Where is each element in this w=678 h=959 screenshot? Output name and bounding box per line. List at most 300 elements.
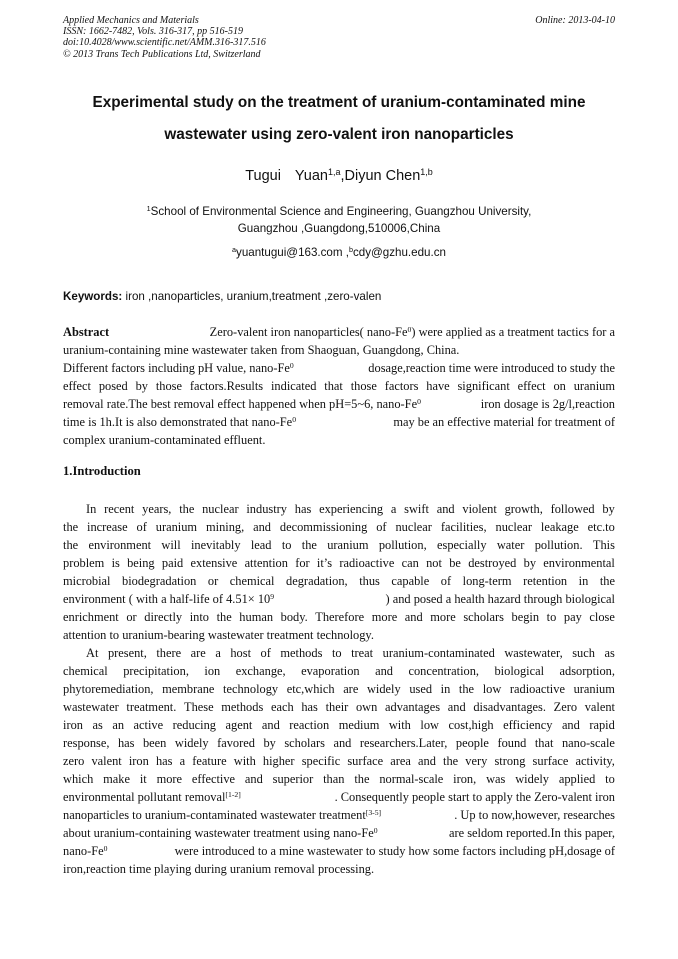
word: and: [333, 736, 352, 750]
word: uranium: [573, 379, 615, 393]
word: make: [103, 772, 130, 786]
abstract-fragment: [63, 359, 294, 377]
text-run: [63, 752, 615, 770]
word: pollution.: [534, 538, 583, 552]
paper-title-line-1: Experimental study on the treatment of uranium-contaminated mine: [92, 94, 586, 111]
word: by: [135, 379, 148, 393]
word: technology: [223, 682, 279, 696]
word: especially: [437, 538, 487, 552]
paper-title-line-2: wastewater using zero-valent iron nanoparticles: [164, 126, 514, 143]
superscript-zero: 0: [373, 825, 378, 835]
word: the: [179, 502, 195, 516]
word: surface: [347, 754, 384, 768]
text-run: nano-Fe: [63, 844, 104, 858]
text-run: [63, 572, 615, 590]
word: evaporation: [301, 664, 360, 678]
text-run: [86, 644, 615, 662]
word: uranium-contaminated: [382, 646, 495, 660]
word: have: [426, 379, 450, 393]
word: wastewater: [63, 700, 119, 714]
word: very: [465, 754, 488, 768]
citation-3-5: [3-5]: [365, 807, 382, 817]
word: radioactive: [509, 682, 565, 696]
text-line: [63, 770, 615, 788]
word: used: [409, 682, 433, 696]
word: leakage: [540, 520, 579, 534]
word: that: [324, 379, 343, 393]
word: has: [155, 754, 173, 768]
word: was: [486, 772, 506, 786]
affiliation-line-1: [60, 205, 618, 218]
word: destroyed: [468, 556, 517, 570]
word: wastewater,: [504, 646, 563, 660]
word: factors.Results: [189, 379, 264, 393]
word: and: [404, 610, 423, 624]
abstract-label-group: [63, 323, 109, 341]
author-2-name: ,Diyun Chen: [340, 168, 421, 184]
word: widely: [366, 682, 401, 696]
superscript-zero: 0: [417, 396, 421, 406]
word: for: [295, 556, 310, 570]
word: inevitably: [190, 538, 241, 552]
word: retention: [523, 574, 568, 588]
text-line: [63, 752, 615, 770]
word: etc.to: [587, 520, 615, 534]
word: uranium: [327, 538, 369, 552]
word: of: [440, 574, 452, 588]
word: Therefore: [315, 610, 365, 624]
word: adsorption,: [559, 664, 615, 678]
abstract-line: [63, 359, 615, 377]
word: iron: [63, 718, 83, 732]
email-a: yuantugui@163.com ,: [236, 246, 349, 259]
word: degradation,: [286, 574, 348, 588]
abstract-text: complex uranium-contaminated effluent.: [63, 433, 266, 447]
word: rapid: [589, 718, 615, 732]
word: higher: [262, 754, 295, 768]
word: zero: [63, 754, 85, 768]
author-2-affiliation-mark: 1,b: [420, 167, 433, 178]
word: followed: [550, 502, 595, 516]
word: of: [376, 520, 387, 534]
word: chemical: [63, 664, 108, 678]
abstract-line: [63, 377, 615, 395]
text-line: [63, 680, 615, 698]
word: pay: [563, 610, 582, 624]
abstract-text: time is 1h.It is also demonstrated that nano-Fe: [63, 415, 293, 429]
text-line: [63, 626, 615, 644]
journal-header: [63, 15, 615, 60]
text-run: iron,reaction time playing during uranium removal processing.: [63, 862, 375, 876]
word: human: [239, 610, 274, 624]
word: host: [230, 646, 252, 660]
word: it’s: [316, 556, 333, 570]
word: more: [371, 610, 398, 624]
word: experiencing: [319, 502, 384, 516]
word: nuclear: [495, 520, 532, 534]
abstract-text: [63, 377, 615, 395]
text-run: [63, 554, 615, 572]
word: membrane: [162, 682, 215, 696]
word: radioactive: [339, 556, 395, 570]
text-run: [86, 500, 615, 518]
text-run: are seldom reported.In this paper,: [448, 826, 615, 840]
superscript-zero: 0: [289, 360, 294, 370]
word: as: [92, 718, 103, 732]
text-line: [63, 698, 615, 716]
word: been: [142, 736, 167, 750]
author-list: [40, 168, 638, 184]
text-line: [63, 824, 615, 842]
word: etc,which: [286, 682, 335, 696]
text-line: [63, 842, 615, 860]
word: not: [426, 556, 442, 570]
word: and: [561, 718, 580, 732]
journal-issn: ISSN: 1662-7482, Vols. 316-317, pp 516-519: [63, 26, 243, 38]
text-run: [63, 716, 615, 734]
word: water: [496, 538, 525, 552]
text-line: [86, 644, 615, 662]
word: and: [244, 772, 263, 786]
word: with: [388, 718, 411, 732]
word: to: [331, 646, 342, 660]
word: effective: [191, 772, 236, 786]
word: active: [133, 718, 164, 732]
word: those: [155, 379, 182, 393]
word: and: [447, 700, 466, 714]
word: there: [156, 646, 182, 660]
word: can: [401, 556, 419, 570]
abstract-fragment: [210, 323, 615, 341]
word: of: [260, 646, 271, 660]
word: or: [207, 574, 219, 588]
word: disadvantages.: [473, 700, 546, 714]
superscript-zero: 0: [292, 414, 297, 424]
word: widely: [515, 772, 549, 786]
text-line: [63, 554, 615, 572]
text-line: [86, 500, 615, 518]
word: strong: [494, 754, 526, 768]
word: lead: [250, 538, 272, 552]
word: a: [215, 646, 221, 660]
text-line: [63, 662, 615, 680]
text-line: [63, 590, 615, 608]
word: methods: [280, 646, 323, 660]
word: their: [325, 700, 349, 714]
keywords-text: iron ,nanoparticles, uranium,treatment ,zero-valen: [122, 290, 382, 303]
word: to: [546, 610, 557, 624]
word: precipitation,: [123, 664, 189, 678]
text-line: [63, 716, 615, 734]
text-run: were introduced to a mine wastewater to study how some factors including pH,dosage of: [174, 844, 615, 858]
word: uranium: [155, 520, 198, 534]
word: efficiency: [503, 718, 553, 732]
text-fragment: [63, 590, 274, 608]
journal-doi: doi:10.4028/www.scientific.net/AMM.316-317.516: [63, 37, 266, 49]
word: a: [179, 754, 186, 768]
word: significant: [457, 379, 510, 393]
word: being: [127, 556, 155, 570]
word: close: [589, 610, 615, 624]
text-fragment: [63, 824, 378, 842]
word: the: [63, 520, 79, 534]
word: and: [436, 502, 455, 516]
word: years,: [142, 502, 172, 516]
word: present,: [107, 646, 147, 660]
abstract-text: may be an effective material for treatment of: [393, 415, 615, 429]
word: by: [263, 736, 276, 750]
word: long-term: [462, 574, 512, 588]
online-date: Online: 2013-04-10: [535, 15, 615, 26]
word: biological: [494, 664, 545, 678]
word: and: [418, 754, 436, 768]
word: environmental: [543, 556, 615, 570]
abstract-text: removal rate.The best removal effect happened when pH=5~6, nano-Fe: [63, 397, 418, 411]
word: industry: [246, 502, 287, 516]
word: microbial: [63, 574, 111, 588]
word: mining,: [205, 520, 245, 534]
word: an: [112, 718, 125, 732]
word: paid: [161, 556, 184, 570]
affiliation-text-1: School of Environmental Science and Engineering, Guangzhou University,: [150, 205, 532, 218]
text-line: [63, 788, 615, 806]
superscript-nine: 9: [270, 591, 275, 601]
word: as: [604, 646, 615, 660]
word: with: [233, 754, 256, 768]
word: Zero: [553, 700, 578, 714]
text-run: environment ( with a half-life of 4.51× 10: [63, 592, 271, 606]
word: response,: [63, 736, 110, 750]
word: such: [572, 646, 595, 660]
abstract-text: ) were applied as a treatment tactics for a: [411, 325, 615, 339]
word: concentration,: [408, 664, 479, 678]
word: researchers.Later,: [359, 736, 448, 750]
word: are: [343, 682, 359, 696]
word: scholars: [463, 610, 504, 624]
word: each: [270, 700, 294, 714]
abstract-line: [63, 395, 615, 413]
text-run: attention to uranium-bearing wastewater treatment technology.: [63, 628, 374, 642]
word: the: [599, 574, 615, 588]
word: valent: [91, 754, 122, 768]
word: posed: [98, 379, 128, 393]
word: In: [86, 502, 97, 516]
word: environment: [88, 538, 152, 552]
text-run: [63, 734, 615, 752]
word: to: [281, 538, 292, 552]
word: phytoremediation,: [63, 682, 154, 696]
word: the: [458, 682, 475, 696]
text-line: [63, 806, 615, 824]
word: or: [126, 610, 137, 624]
word: into: [189, 610, 209, 624]
abstract-fragment: [63, 413, 296, 431]
word: reducing: [172, 718, 217, 732]
word: growth,: [504, 502, 543, 516]
word: pollution,: [378, 538, 427, 552]
word: is: [111, 556, 120, 570]
text-fragment: [63, 788, 241, 806]
section-heading-introduction: 1.Introduction: [63, 464, 141, 478]
text-run: . Up to now,however, researches: [454, 808, 615, 822]
word: normal-scale: [379, 772, 444, 786]
word: applied: [558, 772, 596, 786]
journal-copyright: © 2013 Trans Tech Publications Ltd, Switzerland: [63, 48, 261, 60]
word: treat: [351, 646, 374, 660]
text-fragment: [63, 842, 107, 860]
affiliation-mark: 1: [146, 204, 151, 214]
word: nuclear: [202, 502, 239, 516]
text-run: environmental pollutant removal: [63, 790, 226, 804]
word: and: [261, 718, 280, 732]
keywords-label: Keywords:: [63, 290, 123, 303]
word: valent: [584, 700, 615, 714]
author-emails: [60, 246, 618, 259]
text-run: [63, 662, 615, 680]
text-run: ) and posed a health hazard through biological: [385, 592, 615, 606]
text-run: about uranium-containing wastewater treatment using nano-Fe: [63, 826, 374, 840]
word: in: [440, 682, 451, 696]
word: and: [375, 664, 393, 678]
abstract-text: iron dosage is 2g/l,reaction: [480, 397, 615, 411]
word: more: [430, 610, 456, 624]
word: widely: [174, 736, 209, 750]
word: of: [136, 520, 147, 534]
word: more: [156, 772, 183, 786]
word: This: [592, 538, 615, 552]
word: advantages: [385, 700, 441, 714]
email-b: cdy@gzhu.edu.cn: [352, 246, 446, 259]
word: capable: [391, 574, 430, 588]
word: recent: [104, 502, 135, 516]
abstract-text: uranium-containing mine wastewater taken from Shaoguan, Guangdong, China.: [63, 343, 460, 357]
word: At: [86, 646, 99, 660]
word: biodegradation: [122, 574, 197, 588]
word: attention: [244, 556, 288, 570]
word: effect: [63, 379, 91, 393]
word: agent: [225, 718, 253, 732]
word: directly: [144, 610, 183, 624]
abstract-line: [63, 431, 615, 449]
word: methods: [221, 700, 264, 714]
word: begin: [511, 610, 540, 624]
word: low: [420, 718, 439, 732]
word: low: [482, 682, 502, 696]
word: iron: [128, 754, 149, 768]
word: nano-scale: [561, 736, 615, 750]
word: decommissioning: [279, 520, 368, 534]
word: enrichment: [63, 610, 119, 624]
text-run: [63, 536, 615, 554]
word: the: [301, 538, 317, 552]
word: activity,: [575, 754, 615, 768]
word: These: [184, 700, 214, 714]
word: scholars: [284, 736, 325, 750]
word: has: [117, 736, 135, 750]
word: violent: [462, 502, 497, 516]
text-line: [63, 572, 615, 590]
word: extensive: [190, 556, 238, 570]
text-run: [63, 698, 615, 716]
word: feature: [192, 754, 227, 768]
word: body.: [280, 610, 308, 624]
text-run: [63, 680, 615, 698]
word: medium: [338, 718, 380, 732]
abstract-line: [63, 323, 615, 341]
text-run: [63, 608, 615, 626]
word: favored: [217, 736, 255, 750]
abstract-text: Different factors including pH value, nano-Fe: [63, 361, 290, 375]
abstract-text: dosage,reaction time were introduced to study the: [368, 361, 615, 375]
word: problem: [63, 556, 105, 570]
text-line: [63, 860, 615, 878]
word: will: [161, 538, 181, 552]
word: by: [523, 556, 537, 570]
word: thus: [359, 574, 380, 588]
author-1-last-name: Yuan: [294, 168, 328, 184]
abstract-fragment: [63, 395, 421, 413]
text-fragment: [63, 806, 381, 824]
text-line: [63, 518, 615, 536]
word: the: [354, 772, 370, 786]
text-run: . Consequently people start to apply the Zero-valent iron: [334, 790, 615, 804]
word: to: [605, 772, 615, 786]
citation-1-2: [1-2]: [225, 789, 241, 799]
word: it: [139, 772, 147, 786]
word: are: [190, 646, 206, 660]
word: the: [63, 538, 79, 552]
word: those: [350, 379, 377, 393]
superscript-zero: 0: [103, 843, 108, 853]
word: which: [63, 772, 94, 786]
word: superior: [272, 772, 314, 786]
abstract-label: Abstract: [63, 325, 110, 339]
word: own: [355, 700, 378, 714]
word: by: [602, 502, 615, 516]
word: exchange,: [235, 664, 286, 678]
word: increase: [87, 520, 128, 534]
word: iron,: [453, 772, 477, 786]
affiliation-line-2: Guangzhou ,Guangdong,510006,China: [237, 222, 441, 235]
word: found: [497, 736, 527, 750]
word: indicated: [270, 379, 317, 393]
abstract-line: [63, 341, 615, 359]
text-line: [63, 536, 615, 554]
text-run: [63, 770, 615, 788]
word: treatment.: [126, 700, 177, 714]
word: and: [253, 520, 271, 534]
word: cost,high: [448, 718, 494, 732]
word: people: [455, 736, 489, 750]
word: has: [294, 502, 312, 516]
word: nuclear: [395, 520, 432, 534]
word: that: [534, 736, 554, 750]
text-line: [63, 608, 615, 626]
word: on: [553, 379, 566, 393]
word: has: [301, 700, 318, 714]
word: uranium: [573, 682, 615, 696]
word: than: [323, 772, 345, 786]
word: swift: [404, 502, 429, 516]
word: ion: [204, 664, 221, 678]
superscript-zero: 0: [407, 324, 412, 334]
text-line: [63, 734, 615, 752]
word: facilities,: [440, 520, 487, 534]
word: factors: [384, 379, 419, 393]
email-a-mark: a: [232, 245, 237, 255]
word: the: [443, 754, 459, 768]
author-1-affiliation-mark: 1,a: [328, 167, 341, 178]
